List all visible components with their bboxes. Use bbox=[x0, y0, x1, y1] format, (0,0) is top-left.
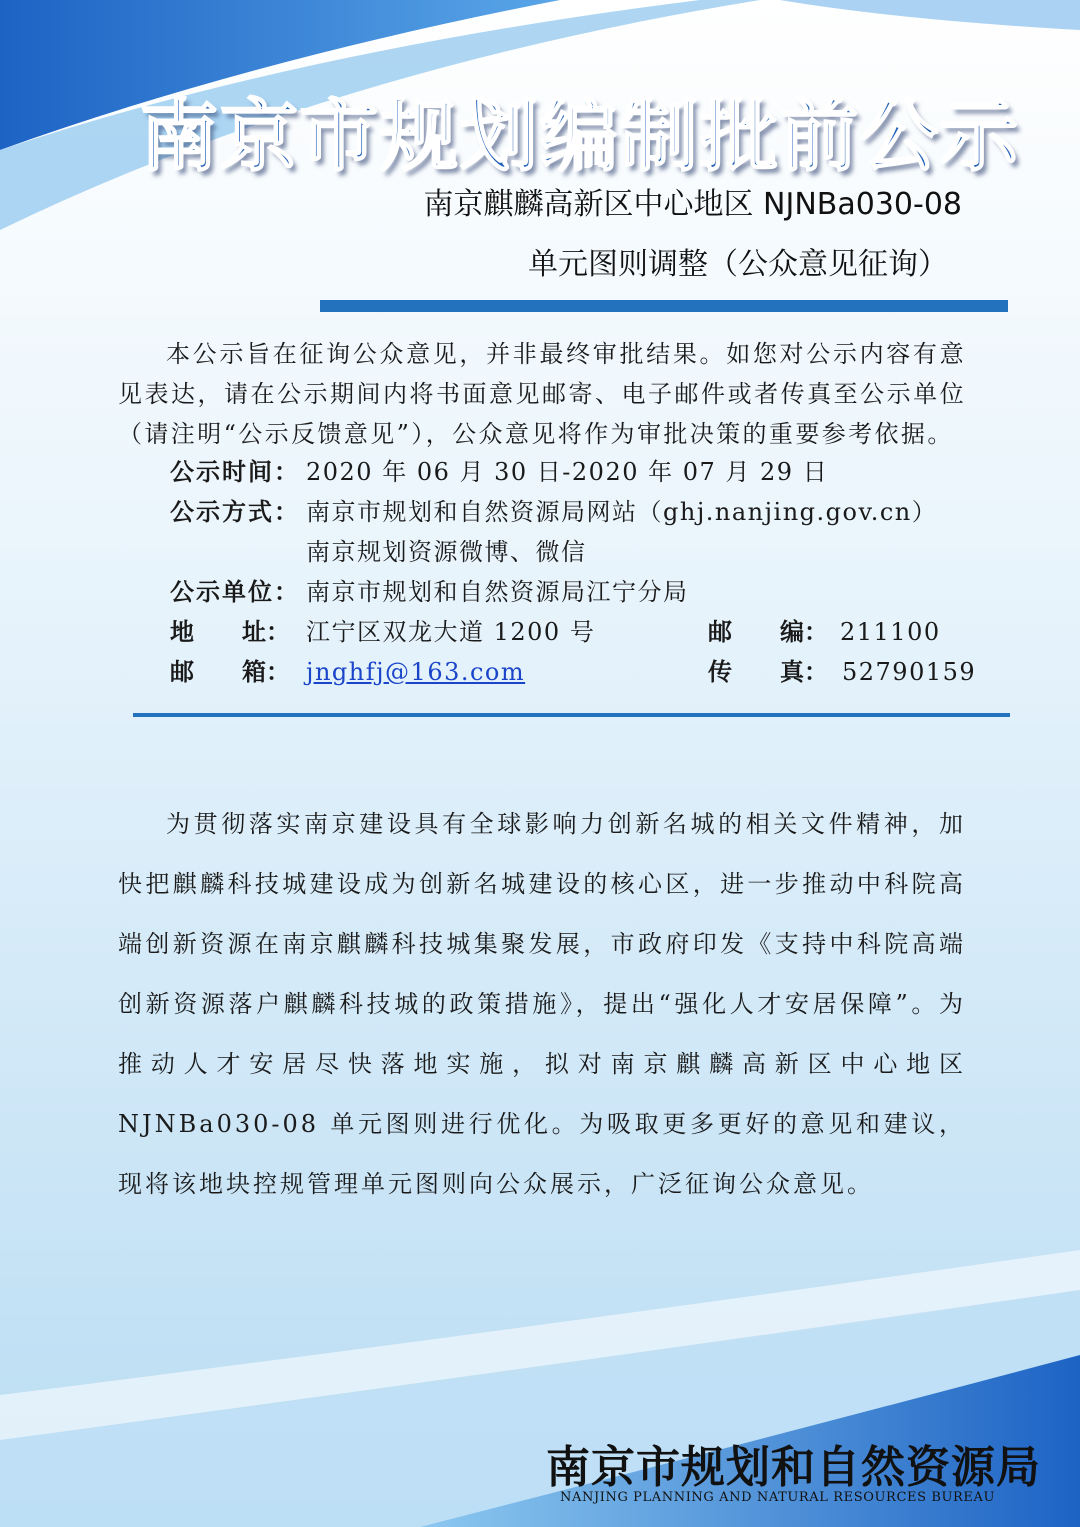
fax-label-b: 真： bbox=[780, 657, 828, 686]
address-label-b: 址： bbox=[242, 617, 290, 646]
fax-value: 52790159 bbox=[842, 658, 977, 686]
email-label bbox=[170, 652, 290, 692]
footer-org-name-en: NANJING PLANNING AND NATURAL RESOURCES BUREAU bbox=[560, 1490, 996, 1505]
address-value: 江宁区双龙大道 1200 号 bbox=[306, 618, 596, 646]
method-value-weibo: 南京规划资源微博、微信 bbox=[306, 538, 587, 566]
unit-label: 公示单位： bbox=[170, 577, 300, 606]
subtitle-line-2: 单元图则调整（公众意见征询） bbox=[528, 247, 948, 282]
fax-label-a: 传 bbox=[708, 657, 732, 686]
postcode-label bbox=[708, 612, 828, 652]
time-value: 2020 年 06 月 30 日-2020 年 07 月 29 日 bbox=[306, 458, 829, 486]
content-divider bbox=[133, 713, 1010, 717]
footer-org-name: 南京市规划和自然资源局 bbox=[546, 1442, 1041, 1493]
info-row-address bbox=[170, 612, 950, 652]
address-label bbox=[170, 612, 290, 652]
subtitle-line-1: 南京麒麟高新区中心地区 NJNBa030-08 bbox=[423, 187, 962, 222]
page-title: 南京市规划编制批前公示 bbox=[140, 91, 1021, 182]
email-link[interactable]: jnghfj@163.com bbox=[306, 658, 526, 686]
info-row-email bbox=[170, 652, 977, 692]
unit-value: 南京市规划和自然资源局江宁分局 bbox=[306, 578, 689, 606]
postcode-label-b: 编： bbox=[780, 617, 828, 646]
intro-paragraph: 本公示旨在征询公众意见，并非最终审批结果。如您对公示内容有意见表达，请在公示期间内将书面意见邮寄、电子邮件或者传真至公示单位（请注明“公示反馈意见”），公众意见将作为审批决策的重要参考依据。 bbox=[118, 340, 966, 448]
method-label: 公示方式： bbox=[170, 497, 300, 526]
fax-label bbox=[708, 652, 828, 692]
header-divider bbox=[320, 300, 1008, 312]
postcode-value: 211100 bbox=[840, 618, 941, 646]
postcode-label-a: 邮 bbox=[708, 617, 732, 646]
time-label: 公示时间： bbox=[170, 457, 300, 486]
method-value-website: 南京市规划和自然资源局网站（ghj.nanjing.gov.cn） bbox=[306, 498, 938, 526]
email-label-b: 箱： bbox=[242, 657, 290, 686]
address-label-a: 地 bbox=[170, 617, 194, 646]
email-label-a: 邮 bbox=[170, 657, 194, 686]
body-paragraph: 为贯彻落实南京建设具有全球影响力创新名城的相关文件精神，加快把麒麟科技城建设成为创新名城建设的核心区，进一步推动中科院高端创新资源在南京麒麟科技城集聚发展，市政府印发《支持中科院高端创新资源落户麒麟科技城的政策措施》，提出“强化人才安居保障”。为推动人才安居尽快落地实施，拟对南京麒麟高新区中心地区 NJNBa030-08 单元图则进行优化。为吸取更多更好的意见和建议，现将该地块控规管理单元图则向公众展示，广泛征询公众意见。 bbox=[118, 810, 966, 1198]
